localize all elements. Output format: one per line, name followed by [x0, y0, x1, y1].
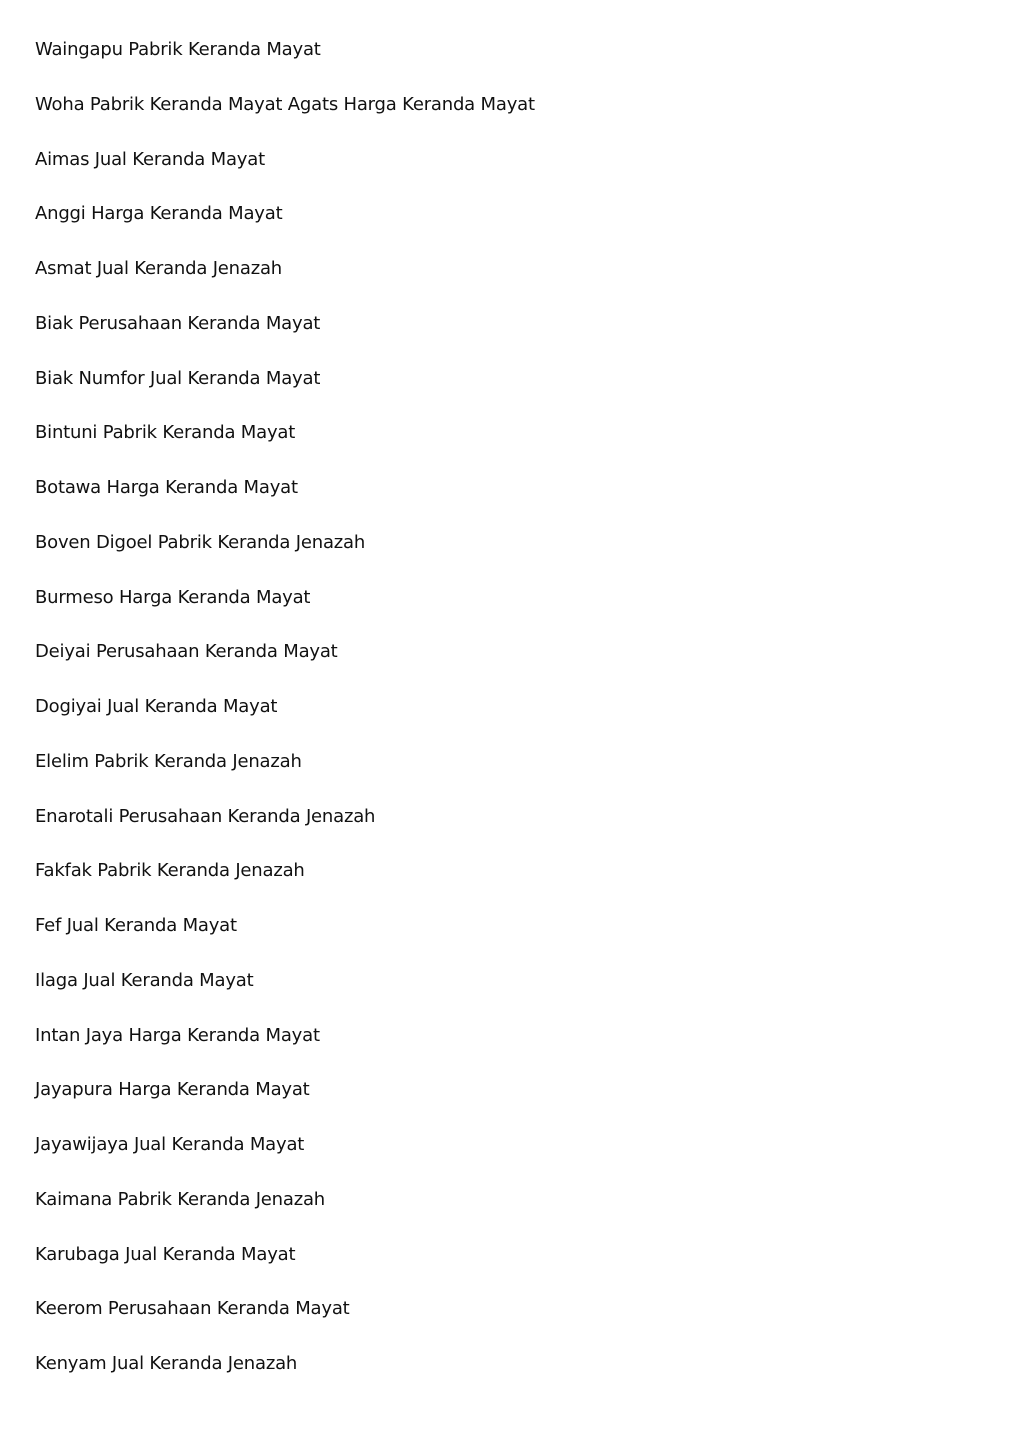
list-item: Waingapu Pabrik Keranda Mayat: [35, 39, 321, 60]
list-item: Biak Perusahaan Keranda Mayat: [35, 312, 321, 334]
list-item: Elelim Pabrik Keranda Jenazah: [35, 750, 302, 772]
list-item: Burmeso Harga Keranda Mayat: [35, 586, 311, 608]
list-item: Fef Jual Keranda Mayat: [35, 915, 237, 936]
list-item: Botawa Harga Keranda Mayat: [35, 477, 298, 498]
list-item: Intan Jaya Harga Keranda Mayat: [35, 1024, 320, 1046]
list-item: Boven Digoel Pabrik Keranda Jenazah: [35, 531, 366, 553]
list-item: Aimas Jual Keranda Mayat: [35, 148, 265, 170]
list-item: Jayapura Harga Keranda Mayat: [35, 1079, 310, 1101]
list-item: Karubaga Jual Keranda Mayat: [35, 1243, 296, 1265]
list-item: Woha Pabrik Keranda Mayat Agats Harga Keranda Mayat: [35, 93, 535, 115]
entry-list: [35, 36, 995, 1405]
list-item: Kenyam Jual Keranda Jenazah: [35, 1353, 298, 1374]
list-item: Asmat Jual Keranda Jenazah: [35, 258, 283, 279]
list-item: Fakfak Pabrik Keranda Jenazah: [35, 860, 305, 882]
list-item: Biak Numfor Jual Keranda Mayat: [35, 367, 321, 389]
list-item: Bintuni Pabrik Keranda Mayat: [35, 422, 296, 444]
list-item: Deiyai Perusahaan Keranda Mayat: [35, 641, 338, 663]
list-item: Enarotali Perusahaan Keranda Jenazah: [35, 805, 376, 827]
list-item: Dogiyai Jual Keranda Mayat: [35, 696, 278, 717]
list-item: Kaimana Pabrik Keranda Jenazah: [35, 1188, 325, 1210]
list-item: Ilaga Jual Keranda Mayat: [35, 969, 254, 991]
list-item: Jayawijaya Jual Keranda Mayat: [35, 1134, 305, 1155]
list-item: Anggi Harga Keranda Mayat: [35, 203, 283, 225]
list-item: Keerom Perusahaan Keranda Mayat: [35, 1298, 350, 1320]
